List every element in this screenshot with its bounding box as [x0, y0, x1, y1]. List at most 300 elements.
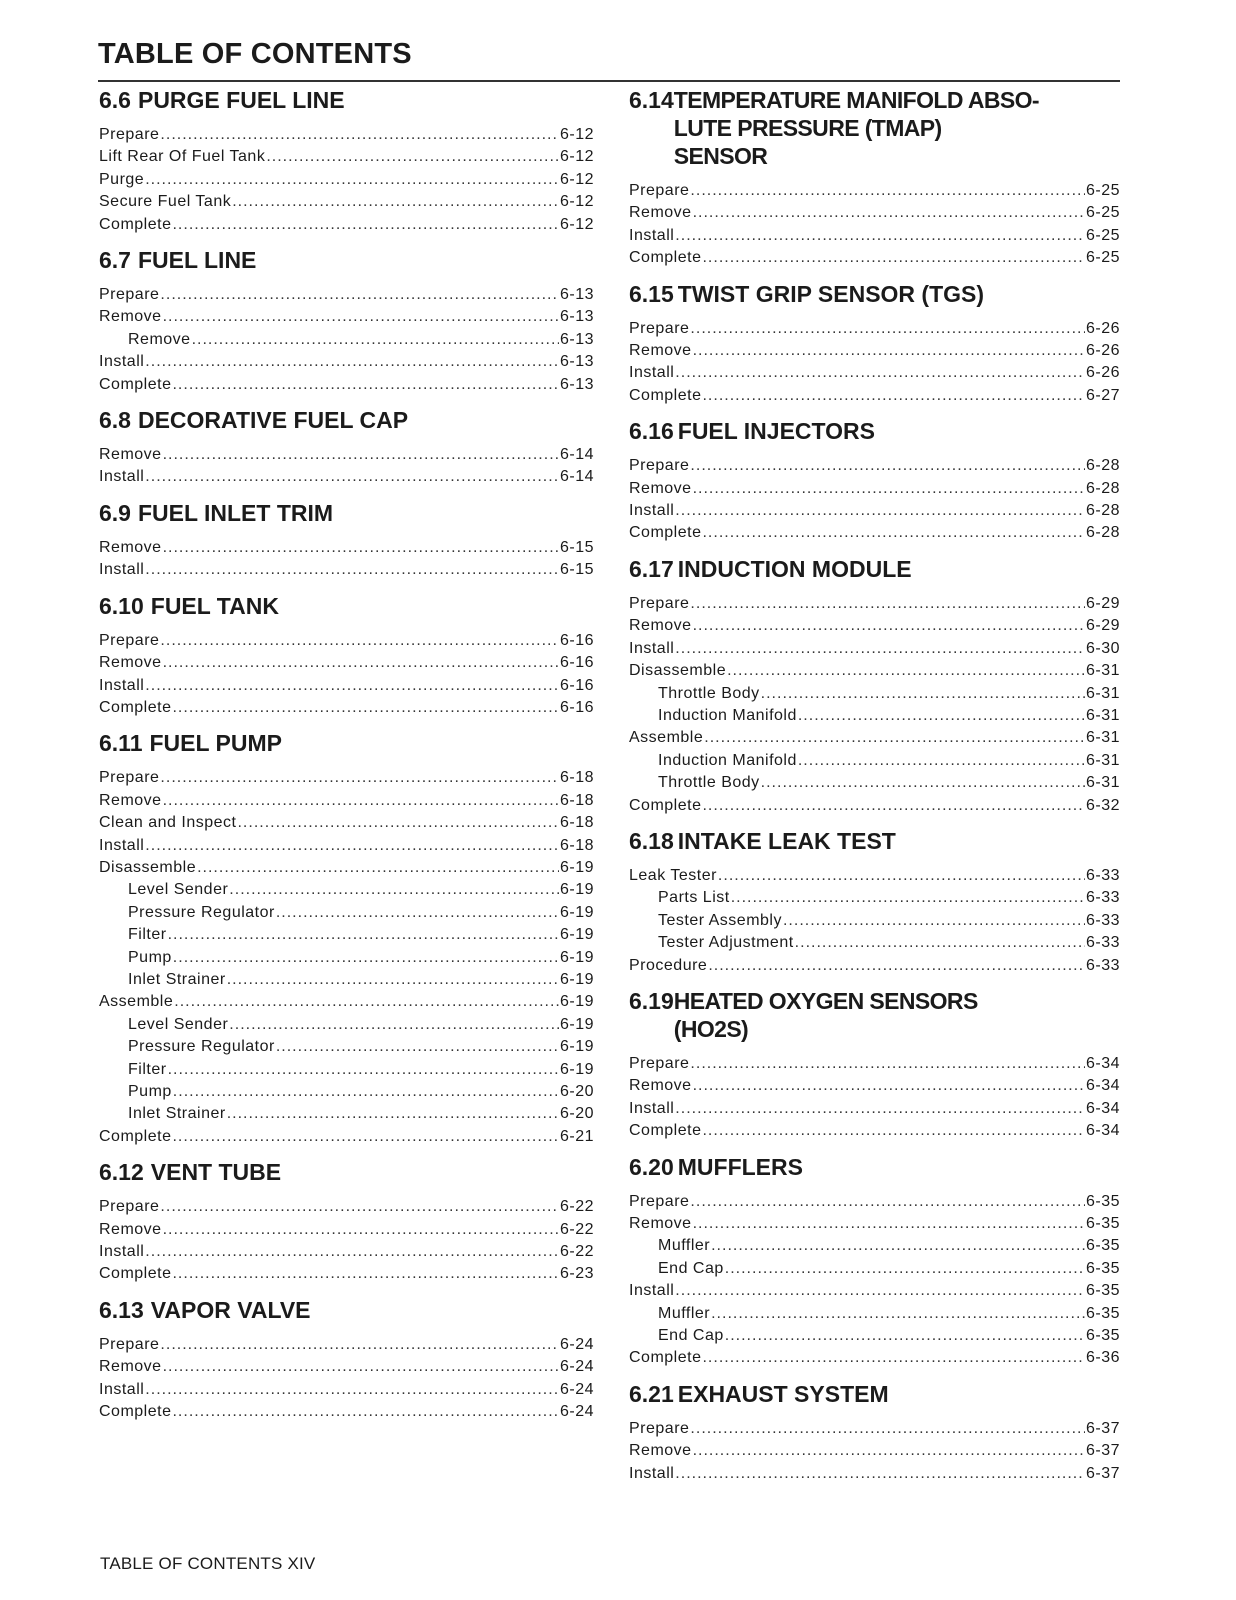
section-heading[interactable] [629, 1380, 1120, 1408]
entry-page-number: 6-14 [559, 468, 594, 486]
toc-entry[interactable] [629, 247, 1120, 269]
dot-leader [795, 932, 1085, 954]
toc-section [629, 555, 1120, 817]
entry-page-number: 6-12 [559, 148, 594, 166]
entry-page-number: 6-16 [559, 698, 594, 716]
entry-label: Filter [128, 1060, 167, 1078]
dot-leader [197, 857, 559, 879]
toc-entry[interactable] [99, 559, 594, 581]
toc-entry[interactable] [629, 318, 1120, 340]
toc-entry[interactable] [629, 1098, 1120, 1120]
toc-entry[interactable] [99, 652, 594, 674]
toc-section [99, 729, 594, 1148]
toc-entry[interactable] [99, 191, 594, 213]
entry-page-number: 6-33 [1085, 911, 1120, 929]
section-number: 6.10 [99, 592, 144, 619]
toc-subentry[interactable] [99, 969, 594, 991]
section-title: VAPOR VALVE [150, 1296, 311, 1323]
section-number: 6.17 [629, 555, 674, 582]
entry-label: Tester Adjustment [658, 934, 794, 952]
entry-page-number: 6-24 [559, 1335, 594, 1353]
section-number: 6.11 [99, 730, 143, 757]
entry-page-number: 6-13 [559, 375, 594, 393]
dot-leader [690, 1053, 1085, 1075]
toc-subentry[interactable] [629, 683, 1120, 705]
toc-subentry[interactable] [99, 1059, 594, 1081]
entry-label: Install [99, 353, 145, 371]
dot-leader [702, 1120, 1084, 1142]
dot-leader [160, 1196, 559, 1218]
toc-entry[interactable] [629, 1053, 1120, 1075]
toc-section [99, 499, 594, 582]
entry-label: Complete [99, 1265, 172, 1283]
dot-leader [727, 660, 1085, 682]
entry-label: Remove [629, 342, 692, 360]
toc-entry[interactable] [99, 812, 594, 834]
entry-list [99, 444, 594, 489]
toc-entry[interactable] [99, 169, 594, 191]
toc-section [629, 86, 1120, 270]
entry-page-number: 6-37 [1085, 1464, 1120, 1482]
entry-page-number: 6-24 [559, 1403, 594, 1421]
page-footer: TABLE OF CONTENTS XIV [100, 1554, 316, 1573]
dot-leader [172, 1401, 558, 1423]
toc-subentry[interactable] [99, 1081, 594, 1103]
entry-page-number: 6-31 [1085, 774, 1120, 792]
toc-subentry[interactable] [99, 1103, 594, 1125]
toc-entry[interactable] [629, 522, 1120, 544]
entry-label: Prepare [629, 319, 690, 337]
entry-list [99, 1334, 594, 1424]
entry-page-number: 6-30 [1085, 639, 1120, 657]
dot-leader [675, 362, 1085, 384]
toc-entry[interactable] [629, 455, 1120, 477]
dot-leader [798, 705, 1085, 727]
entry-page-number: 6-35 [1085, 1237, 1120, 1255]
toc-entry[interactable] [629, 1280, 1120, 1302]
entry-page-number: 6-19 [559, 926, 594, 944]
entry-page-number: 6-31 [1085, 729, 1120, 747]
section-title: TEMPERATURE MANIFOLD ABSO- LUTE PRESSURE (TMAP) SENSOR [673, 87, 1039, 169]
dot-leader [163, 790, 559, 812]
section-heading[interactable] [99, 1158, 594, 1186]
toc-entry[interactable] [629, 1418, 1120, 1440]
entry-label: Install [629, 639, 675, 657]
toc-entry[interactable] [99, 675, 594, 697]
entry-page-number: 6-25 [1085, 226, 1120, 244]
entry-label: End Cap [658, 1259, 724, 1277]
toc-entry[interactable] [629, 362, 1120, 384]
toc-entry[interactable] [629, 660, 1120, 682]
entry-page-number: 6-19 [559, 858, 594, 876]
toc-entry[interactable] [629, 615, 1120, 637]
entry-page-number: 6-27 [1085, 386, 1120, 404]
toc-entry[interactable] [99, 1126, 594, 1148]
toc-entry[interactable] [629, 638, 1120, 660]
entry-page-number: 6-21 [559, 1127, 594, 1145]
title-divider [98, 80, 1120, 82]
dot-leader [702, 1347, 1084, 1369]
dot-leader [145, 1241, 559, 1263]
entry-label: Remove [99, 1358, 162, 1376]
entry-page-number: 6-25 [1085, 182, 1120, 199]
toc-entry[interactable] [99, 214, 594, 236]
dot-leader [675, 500, 1085, 522]
dot-leader [761, 683, 1085, 705]
dot-leader [160, 767, 559, 789]
toc-entry[interactable] [99, 146, 594, 168]
entry-page-number: 6-13 [559, 308, 594, 326]
toc-section [99, 86, 594, 236]
toc-entry[interactable] [99, 991, 594, 1013]
entry-label: Prepare [629, 1192, 690, 1210]
toc-subentry[interactable] [629, 910, 1120, 932]
dot-leader [693, 1440, 1085, 1462]
toc-subentry[interactable] [629, 932, 1120, 954]
section-title: FUEL LINE [137, 247, 257, 274]
entry-page-number: 6-26 [1085, 364, 1120, 382]
section-heading[interactable] [99, 406, 594, 434]
entry-label: Inlet Strainer [128, 970, 226, 988]
toc-subentry[interactable] [99, 329, 594, 351]
entry-label: Prepare [99, 1198, 160, 1216]
toc-entry[interactable] [629, 478, 1120, 500]
entry-list [99, 1196, 594, 1286]
entry-page-number: 6-12 [559, 193, 594, 211]
toc-entry[interactable] [99, 790, 594, 812]
dot-leader [145, 351, 559, 373]
dot-leader [702, 385, 1084, 407]
dot-leader [163, 1219, 559, 1241]
entry-page-number: 6-19 [559, 1038, 594, 1056]
entry-page-number: 6-31 [1085, 662, 1120, 680]
toc-entry[interactable] [99, 767, 594, 789]
section-heading[interactable] [629, 827, 1120, 855]
dot-leader [163, 1356, 559, 1378]
entry-label: Install [629, 1099, 675, 1117]
toc-entry[interactable] [99, 1356, 594, 1378]
section-heading[interactable] [629, 280, 1120, 308]
toc-entry[interactable] [99, 306, 594, 328]
entry-list [99, 630, 594, 720]
section-title: PURGE FUEL LINE [137, 87, 345, 113]
toc-entry[interactable] [629, 593, 1120, 615]
section-heading[interactable] [99, 592, 594, 620]
entry-page-number: 6-15 [559, 538, 594, 556]
dot-leader [229, 879, 559, 901]
toc-entry[interactable] [99, 124, 594, 146]
toc-subentry[interactable] [629, 1325, 1120, 1347]
toc-entry[interactable] [99, 1196, 594, 1218]
entry-label: Remove [629, 617, 692, 635]
entry-label: Complete [629, 249, 702, 267]
entry-label: Remove [128, 330, 191, 348]
toc-subentry[interactable] [99, 902, 594, 924]
toc-subentry[interactable] [629, 1303, 1120, 1325]
dot-leader [675, 1280, 1085, 1302]
section-heading[interactable] [629, 417, 1120, 445]
entry-label: Remove [629, 1077, 692, 1095]
entry-label: Prepare [99, 769, 160, 787]
entry-page-number: 6-31 [1085, 751, 1120, 769]
toc-subentry[interactable] [629, 705, 1120, 727]
entry-label: End Cap [658, 1327, 724, 1345]
entry-label: Clean and Inspect [99, 814, 237, 832]
toc-entry[interactable] [629, 1191, 1120, 1213]
dot-leader [675, 638, 1085, 660]
dot-leader [693, 615, 1085, 637]
dot-leader [145, 835, 559, 857]
dot-leader [725, 1258, 1085, 1280]
entry-page-number: 6-25 [1085, 204, 1120, 222]
toc-entry[interactable] [99, 444, 594, 466]
toc-section [629, 1380, 1120, 1485]
toc-entry[interactable] [99, 284, 594, 306]
toc-subentry[interactable] [629, 750, 1120, 772]
section-title: FUEL INJECTORS [677, 418, 876, 445]
entry-label: Disassemble [99, 858, 197, 876]
entry-label: Complete [629, 1122, 702, 1140]
entry-label: Install [629, 502, 675, 520]
toc-entry[interactable] [629, 385, 1120, 407]
section-title: FUEL INLET TRIM [137, 499, 334, 526]
dot-leader [237, 812, 558, 834]
toc-subentry[interactable] [629, 772, 1120, 794]
entry-label: Complete [99, 1127, 172, 1145]
toc-entry[interactable] [629, 865, 1120, 887]
entry-label: Prepare [629, 594, 690, 612]
section-number: 6.8 [99, 407, 131, 434]
entry-label: Remove [629, 1215, 692, 1232]
toc-entry[interactable] [629, 795, 1120, 817]
toc-subentry[interactable] [99, 924, 594, 946]
dot-leader [163, 444, 559, 466]
entry-page-number: 6-36 [1085, 1349, 1120, 1367]
section-heading[interactable] [99, 246, 594, 274]
toc-subentry[interactable] [629, 1258, 1120, 1280]
entry-label: Prepare [629, 182, 690, 199]
toc-entry[interactable] [629, 727, 1120, 749]
toc-entry[interactable] [99, 1219, 594, 1241]
entry-label: Install [99, 836, 145, 854]
section-number: 6.7 [99, 247, 131, 274]
toc-entry[interactable] [99, 1334, 594, 1356]
entry-page-number: 6-37 [1085, 1442, 1120, 1460]
entry-label: Pump [128, 948, 172, 966]
dot-leader [725, 1325, 1085, 1347]
entry-page-number: 6-23 [559, 1265, 594, 1283]
entry-label: Remove [629, 204, 692, 222]
entry-label: Induction Manifold [658, 706, 797, 724]
section-number: 6.20 [629, 1153, 674, 1180]
entry-label: Remove [629, 479, 692, 497]
entry-label: Install [629, 226, 675, 244]
entry-list [629, 593, 1120, 817]
section-heading[interactable] [629, 1153, 1120, 1181]
toc-subentry[interactable] [629, 887, 1120, 909]
entry-label: Install [99, 468, 145, 486]
toc-entry[interactable] [629, 225, 1120, 247]
entry-label: Complete [99, 215, 172, 233]
dot-leader [711, 1303, 1085, 1325]
entry-label: Prepare [99, 126, 160, 143]
toc-entry[interactable] [99, 697, 594, 719]
entry-page-number: 6-35 [1085, 1259, 1120, 1277]
entry-list [629, 1191, 1120, 1370]
dot-leader [711, 1235, 1085, 1257]
dot-leader [693, 1213, 1085, 1235]
entry-label: Install [629, 364, 675, 382]
toc-subentry[interactable] [99, 1014, 594, 1036]
entry-label: Install [99, 1380, 145, 1398]
toc-entry[interactable] [99, 1241, 594, 1263]
dot-leader [173, 947, 559, 969]
entry-page-number: 6-35 [1085, 1304, 1120, 1322]
section-heading[interactable] [629, 555, 1120, 583]
toc-entry[interactable] [99, 374, 594, 396]
toc-entry[interactable] [99, 835, 594, 857]
toc-entry[interactable] [629, 180, 1120, 202]
entry-label: Complete [629, 1349, 702, 1367]
entry-label: Prepare [99, 631, 160, 649]
section-heading[interactable] [99, 1296, 594, 1324]
entry-label: Install [99, 676, 145, 694]
entry-label: Install [629, 1282, 675, 1300]
entry-label: Pump [128, 1083, 172, 1100]
dot-leader [163, 652, 559, 674]
toc-entry[interactable] [99, 857, 594, 879]
entry-list [629, 1053, 1120, 1143]
entry-page-number: 6-33 [1085, 934, 1120, 952]
entry-label: Secure Fuel Tank [99, 193, 232, 211]
entry-label: Leak Tester [629, 866, 717, 884]
dot-leader [160, 284, 559, 306]
toc-entry[interactable] [99, 1379, 594, 1401]
toc-section [629, 417, 1120, 545]
entry-page-number: 6-12 [559, 126, 594, 143]
section-number: 6.14 [629, 87, 674, 113]
entry-label: Throttle Body [658, 774, 760, 792]
section-number: 6.18 [629, 827, 674, 854]
entry-label: Induction Manifold [658, 751, 797, 769]
entry-label: Remove [99, 654, 162, 672]
entry-label: Muffler [658, 1304, 711, 1322]
entry-page-number: 6-35 [1085, 1282, 1120, 1300]
dot-leader [690, 455, 1085, 477]
dot-leader [702, 247, 1084, 269]
entry-label: Prepare [99, 286, 160, 304]
entry-page-number: 6-34 [1085, 1077, 1120, 1095]
entry-label: Prepare [629, 457, 690, 475]
toc-entry[interactable] [629, 955, 1120, 977]
toc-section [99, 592, 594, 720]
toc-entry[interactable] [629, 340, 1120, 362]
entry-page-number: 6-24 [559, 1358, 594, 1376]
entry-label: Remove [99, 791, 162, 809]
section-heading[interactable] [629, 987, 1120, 1043]
entry-list [99, 124, 594, 236]
toc-entry[interactable] [629, 1440, 1120, 1462]
dot-leader [761, 772, 1085, 794]
dot-leader [172, 697, 558, 719]
toc-entry[interactable] [99, 351, 594, 373]
toc-entry[interactable] [99, 1263, 594, 1285]
entry-page-number: 6-22 [559, 1243, 594, 1261]
dot-leader [172, 374, 558, 396]
dot-leader [163, 537, 559, 559]
dot-leader [145, 169, 559, 191]
entry-page-number: 6-28 [1085, 479, 1120, 497]
toc-entry[interactable] [629, 202, 1120, 224]
toc-entry[interactable] [629, 1213, 1120, 1235]
entry-label: Prepare [629, 1419, 690, 1437]
entry-label: Inlet Strainer [128, 1105, 226, 1123]
entry-label: Purge [99, 170, 145, 188]
toc-subentry[interactable] [629, 1235, 1120, 1257]
dot-leader [172, 1263, 558, 1285]
section-number: 6.15 [629, 280, 674, 307]
toc-subentry[interactable] [99, 947, 594, 969]
toc-entry[interactable] [629, 500, 1120, 522]
toc-entry[interactable] [629, 1463, 1120, 1485]
entry-label: Filter [128, 926, 167, 944]
entry-list [99, 284, 594, 396]
section-heading[interactable] [99, 499, 594, 527]
dot-leader [693, 340, 1085, 362]
toc-section [99, 406, 594, 489]
page-title: TABLE OF CONTENTS [98, 38, 412, 70]
toc-entry[interactable] [99, 630, 594, 652]
entry-label: Remove [629, 1442, 692, 1460]
entry-page-number: 6-12 [559, 170, 594, 188]
entry-page-number: 6-31 [1085, 684, 1120, 702]
section-number: 6.12 [99, 1159, 144, 1186]
entry-label: Procedure [629, 956, 708, 974]
toc-subentry[interactable] [99, 879, 594, 901]
entry-label: Disassemble [629, 662, 727, 680]
section-number: 6.13 [99, 1296, 144, 1323]
toc-entry[interactable] [629, 1120, 1120, 1142]
section-heading[interactable] [99, 86, 594, 114]
toc-section [629, 1153, 1120, 1370]
dot-leader [693, 202, 1085, 224]
toc-entry[interactable] [629, 1347, 1120, 1369]
entry-label: Complete [629, 524, 702, 542]
toc-entry[interactable] [629, 1075, 1120, 1097]
toc-subentry[interactable] [99, 1036, 594, 1058]
entry-label: Assemble [629, 729, 704, 747]
dot-leader [690, 318, 1085, 340]
entry-page-number: 6-33 [1085, 866, 1120, 884]
dot-leader [145, 1379, 559, 1401]
dot-leader [145, 466, 559, 488]
entry-page-number: 6-16 [559, 654, 594, 672]
entry-page-number: 6-18 [559, 814, 594, 832]
dot-leader [690, 1418, 1085, 1440]
dot-leader [172, 1126, 558, 1148]
entry-page-number: 6-28 [1085, 524, 1120, 542]
toc-entry[interactable] [99, 537, 594, 559]
entry-page-number: 6-26 [1085, 342, 1120, 360]
entry-page-number: 6-13 [559, 330, 594, 348]
section-heading[interactable] [99, 729, 594, 757]
dot-leader [690, 1191, 1085, 1213]
entry-page-number: 6-31 [1085, 706, 1120, 724]
section-heading[interactable] [629, 86, 1120, 170]
entry-label: Prepare [99, 1335, 160, 1353]
toc-entry[interactable] [99, 466, 594, 488]
toc-entry[interactable] [99, 1401, 594, 1423]
